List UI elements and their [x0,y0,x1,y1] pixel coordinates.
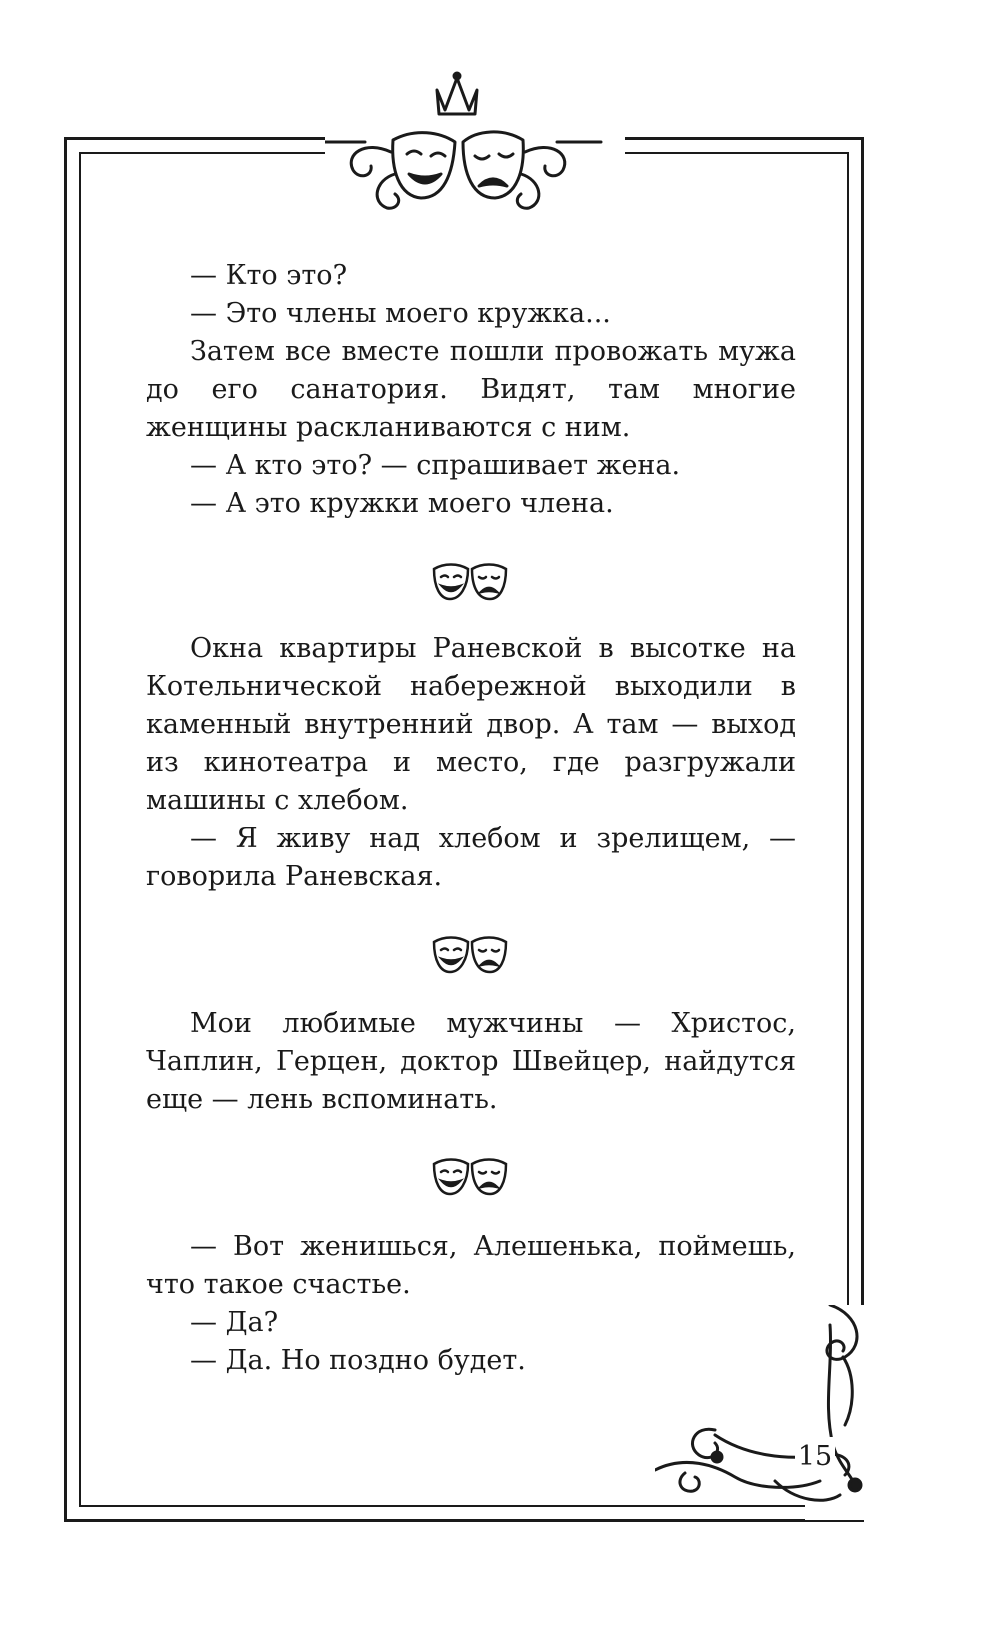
text-block-1 [146,257,796,523]
paragraph: Затем все вместе пошли провожать мужа до его санатория. Видят, там многие женщины раскланиваются с ним. [146,336,796,443]
theatre-masks-crown-icon [325,70,625,235]
paragraph: — Это члены моего кружка... [190,298,611,329]
paragraph: — Да. Но поздно будет. [190,1345,526,1376]
page-number: 15 [795,1437,835,1477]
paragraph: — Кто это? [190,260,348,291]
theatre-masks-icon [430,555,510,605]
text-block-2 [146,630,796,896]
paragraph: — Да? [190,1307,279,1338]
paragraph: — А это кружки моего члена. [190,488,614,519]
text-block-3 [146,1005,796,1119]
theatre-masks-icon [430,1150,510,1200]
paragraph: — Вот женишься, Алешенька, поймешь, что такое счастье. [146,1231,796,1300]
paragraph: Мои любимые мужчины — Христос, Чаплин, Герцен, доктор Швейцер, найдутся еще — лень вспоминать. [146,1008,796,1115]
paragraph: — Я живу над хлебом и зрелищем, — говорила Раневская. [146,823,796,892]
theatre-masks-icon [430,928,510,978]
paragraph: Окна квартиры Раневской в высотке на Котельнической набережной выходили в каменный внутренний двор. А там — выход из кинотеатра и место, где разгружали машины с хлебом. [146,633,796,816]
paragraph: — А кто это? — спрашивает жена. [190,450,681,481]
swirl-corner-icon [655,1305,905,1555]
